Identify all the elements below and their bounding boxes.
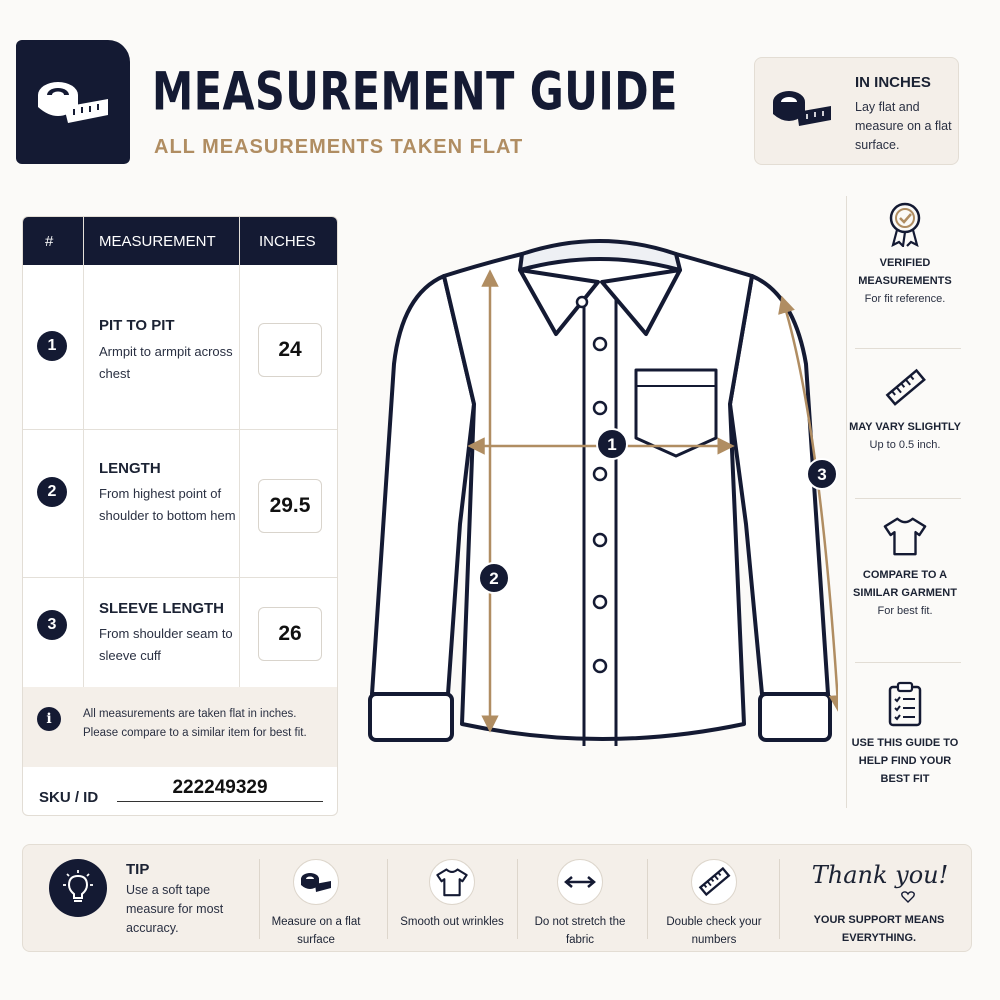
verified-badge-icon <box>885 201 925 247</box>
tshirt-icon <box>436 867 468 897</box>
info-item-compare <box>847 514 963 620</box>
header-measurement: MEASUREMENT <box>99 233 216 250</box>
tip-text: Use a soft tape measure for most accuracy. <box>126 883 224 935</box>
ruler-icon <box>883 366 927 410</box>
marker-3 <box>807 459 837 489</box>
marker-1 <box>597 429 627 459</box>
tip-title: TIP <box>126 861 150 878</box>
info-title: COMPARE TO A SIMILAR GARMENT <box>853 569 957 599</box>
info-icon: i <box>37 707 61 731</box>
tip-item-label: Double check your numbers <box>666 916 762 946</box>
info-item-vary <box>847 366 963 454</box>
heart-icon <box>901 891 915 903</box>
row-value: 29.5 <box>258 479 322 533</box>
tip-item-label: Do not stretch the fabric <box>534 916 626 946</box>
row-description: Armpit to armpit across chest <box>99 344 233 381</box>
info-title: MAY VARY SLIGHTLY <box>849 421 961 433</box>
clipboard-icon <box>887 681 923 727</box>
info-column <box>846 196 962 808</box>
row-description: From shoulder seam to sleeve cuff <box>99 626 233 663</box>
table-header <box>23 217 338 265</box>
info-sub: Up to 0.5 inch. <box>869 439 941 451</box>
tip-item-stretch <box>525 859 635 949</box>
header-inches: INCHES <box>259 233 316 250</box>
thank-you-text: Thank you! <box>811 861 949 889</box>
inches-description: Lay flat and measure on a flat surface. <box>855 100 952 152</box>
page-title: MEASUREMENT GUIDE <box>152 60 678 123</box>
row-title: SLEEVE LENGTH <box>99 600 225 617</box>
ruler-icon <box>697 865 731 899</box>
info-sub: For best fit. <box>877 605 933 617</box>
inches-title: IN INCHES <box>855 74 931 91</box>
info-title: VERIFIED MEASUREMENTS <box>858 257 952 287</box>
row-number: 1 <box>37 331 67 361</box>
tip-item-flat-surface <box>261 859 371 949</box>
marker-2 <box>479 563 509 593</box>
row-title: PIT TO PIT <box>99 317 175 334</box>
tape-measure-icon <box>34 69 112 135</box>
page-subtitle: ALL MEASUREMENTS TAKEN FLAT <box>154 136 524 158</box>
sku-label: SKU / ID <box>39 789 99 806</box>
info-sub: For fit reference. <box>864 293 946 305</box>
row-number: 2 <box>37 477 67 507</box>
tip-item-label: Smooth out wrinkles <box>400 916 504 928</box>
svg-text:3: 3 <box>817 465 827 484</box>
svg-text:1: 1 <box>607 435 617 454</box>
tip-item-double-check <box>659 859 769 949</box>
tshirt-icon <box>883 515 927 557</box>
row-number: 3 <box>37 610 67 640</box>
tape-measure-icon <box>299 868 333 896</box>
lightbulb-icon <box>49 859 107 917</box>
measurement-table <box>22 216 338 816</box>
sku-value: 222249329 <box>117 777 323 802</box>
inches-card <box>754 57 959 165</box>
note-text: All measurements are taken flat in inches. Please compare to a similar item for best fit. <box>83 708 307 739</box>
header-number: # <box>45 233 54 250</box>
info-item-guide <box>847 682 963 788</box>
row-value: 24 <box>258 323 322 377</box>
tips-bar <box>22 844 972 952</box>
tip-item-smooth <box>397 859 507 931</box>
table-note <box>23 687 338 767</box>
tape-measure-icon <box>769 82 835 136</box>
support-text: YOUR SUPPORT MEANS EVERYTHING. <box>813 914 945 944</box>
row-description: From highest point of shoulder to bottom hem <box>99 486 236 523</box>
row-title: LENGTH <box>99 460 161 477</box>
shirt-diagram <box>362 224 838 754</box>
info-item-verified <box>847 202 963 308</box>
logo <box>16 40 130 164</box>
row-value: 26 <box>258 607 322 661</box>
svg-text:2: 2 <box>489 569 499 588</box>
info-title: USE THIS GUIDE TO HELP FIND YOUR BEST FIT <box>851 737 959 785</box>
double-arrow-icon <box>564 874 596 890</box>
tip-item-label: Measure on a flat surface <box>271 916 361 946</box>
